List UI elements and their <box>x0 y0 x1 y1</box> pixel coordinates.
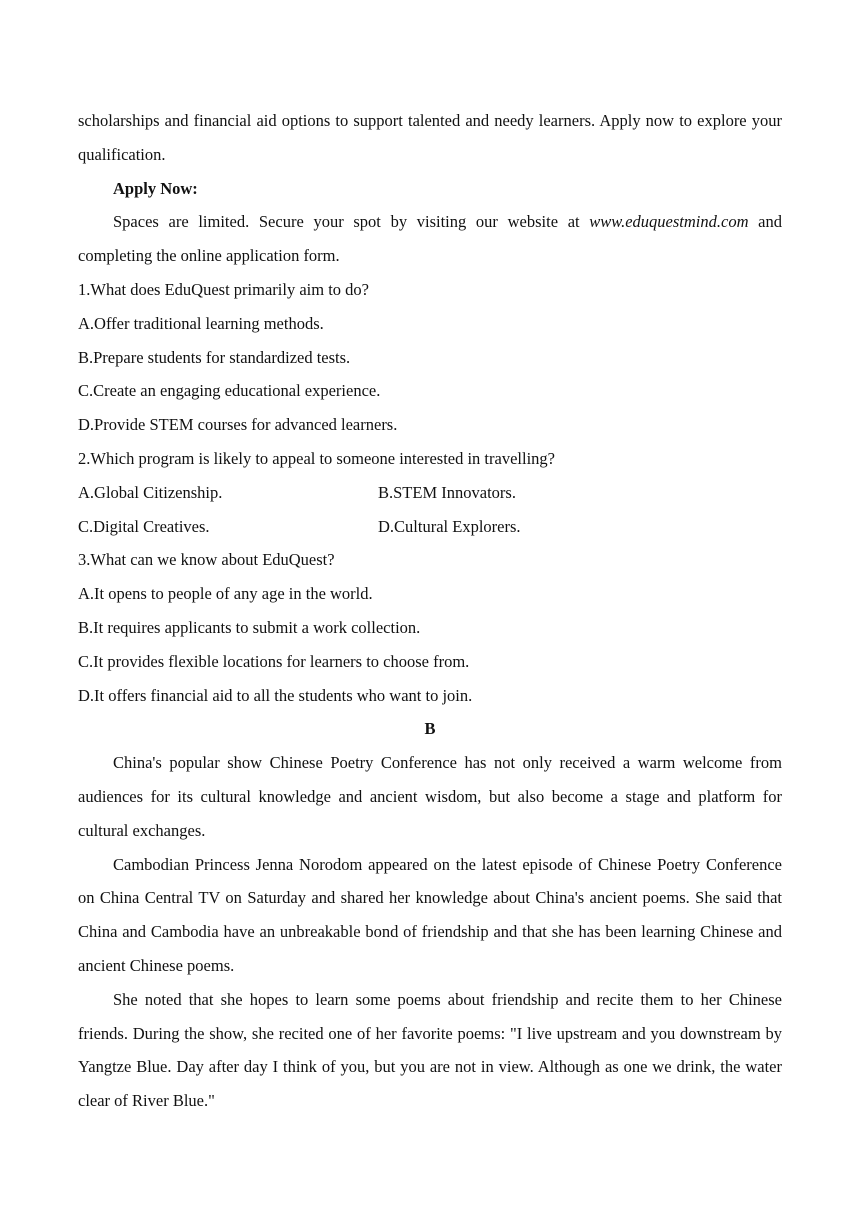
apply-url: www.eduquestmind.com <box>589 212 749 232</box>
question-2-option-c: C.Digital Creatives. <box>78 516 210 536</box>
question-3-option-a: A.It opens to people of any age in the world. <box>78 584 373 604</box>
question-2-options-row-2 <box>78 510 782 544</box>
question-1-stem: 1.What does EduQuest primarily aim to do? <box>78 279 369 299</box>
intro-continuation: scholarships and financial aid options to support talented and needy learners. Apply now to explore your qualification. <box>78 111 782 164</box>
question-1-option-b: B.Prepare students for standardized tests. <box>78 347 351 367</box>
question-2-stem: 2.Which program is likely to appeal to someone interested in travelling? <box>78 448 555 468</box>
question-1-option-a: A.Offer traditional learning methods. <box>78 313 324 333</box>
question-3-option-b: B.It requires applicants to submit a work collection. <box>78 617 421 637</box>
apply-heading: Apply Now: <box>113 178 198 198</box>
section-b-paragraph-1: China's popular show Chinese Poetry Conference has not only received a warm welcome from audiences for its cultural knowledge and ancient wisdom, but also become a stage and platform for cultural exchanges. <box>78 753 782 840</box>
question-3-option-c: C.It provides flexible locations for learners to choose from. <box>78 651 470 671</box>
apply-paragraph <box>78 205 782 273</box>
apply-text-before: Spaces are limited. Secure your spot by visiting our website at <box>113 212 590 232</box>
section-b-heading: B <box>424 719 436 739</box>
question-2-option-b: B.STEM Innovators. <box>378 482 516 502</box>
section-b-paragraph-2: Cambodian Princess Jenna Norodom appeared on the latest episode of Chinese Poetry Conference on China Central TV on Saturday and shared her knowledge about China's ancient poems. She said that China and Cambodia have an unbreakable bond of friendship and that she has been learning Chinese and ancient Chinese poems. <box>78 854 782 975</box>
question-1-option-c: C.Create an engaging educational experience. <box>78 381 381 401</box>
question-1-option-d: D.Provide STEM courses for advanced learners. <box>78 415 398 435</box>
question-2-option-d: D.Cultural Explorers. <box>378 516 521 536</box>
question-2-options-row-1 <box>78 476 782 510</box>
apply-text-after: and completing the online application form. <box>78 212 782 266</box>
section-b-paragraph-3: She noted that she hopes to learn some poems about friendship and recite them to her Chinese friends. During the show, she recited one of her favorite poems: "I live upstream and you downstream by Yangtze Blue. Day after day I think of you, but you are not in view. Although as one we drink, the water clear of River Blue." <box>78 989 782 1111</box>
document-page <box>78 104 782 1118</box>
question-2-option-a: A.Global Citizenship. <box>78 482 223 502</box>
question-3-stem: 3.What can we know about EduQuest? <box>78 550 335 570</box>
question-3-option-d: D.It offers financial aid to all the students who want to join. <box>78 685 473 705</box>
